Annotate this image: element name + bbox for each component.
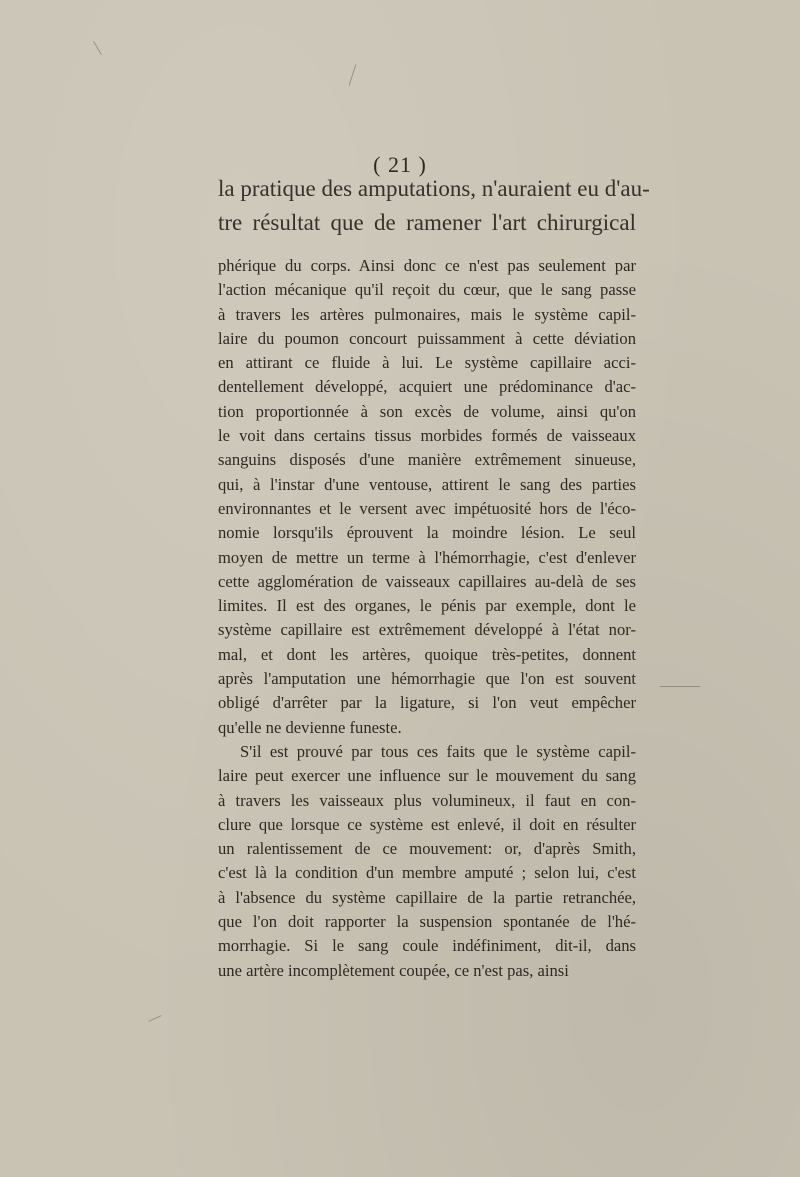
paper-speck [349,64,357,85]
header-line-1: la pratique des amputations, n'auraient eu d'au- [218,176,650,201]
paper-speck [660,686,700,687]
text-line: laire du poumon concourt puissamment à cette déviation [218,328,636,348]
text-line: clure que lorsque ce système est enlevé, il doit en résulter [218,814,636,834]
text-line: qu'elle ne devienne funeste. [218,717,402,737]
text-line: nomie lorsqu'ils éprouvent la moindre lésion. Le seul [218,523,636,543]
text-line: en attirant ce fluide à lui. Le système capillaire acci- [218,353,636,373]
paper-speck [93,41,102,55]
page-number: ( 21 ) [373,152,427,177]
text-line: système capillaire est extrêmement développé à l'état nor- [218,620,636,640]
text-line: tion proportionnée à son excès de volume, ainsi qu'on [218,401,636,421]
text-line: laire peut exercer une influence sur le mouvement du sang [218,766,636,786]
text-line: moyen de mettre un terme à l'hémorrhagie, c'est d'enlever [218,547,636,567]
text-line: c'est là la condition d'un membre amputé ; selon lui, c'est [218,863,636,883]
text-line: l'action mécanique qu'il reçoit du cœur, que le sang passe [218,280,636,300]
text-line: mal, et dont les artères, quoique très-petites, donnent [218,644,636,664]
header-line-2: tre résultat que de ramener l'art chirurgical [218,210,636,235]
body-text [218,254,636,983]
text-line: obligé d'arrêter par la ligature, si l'on veut empêcher [218,693,636,713]
text-line: cette agglomération de vaisseaux capillaires au-delà de ses [218,571,636,591]
text-line: dentellement développé, acquiert une prédominance d'ac- [218,377,636,397]
text-line: à l'absence du système capillaire de la partie retranchée, [218,887,636,907]
text-line: après l'amputation une hémorrhagie que l'on est souvent [218,669,636,689]
text-line: un ralentissement de ce mouvement: or, d'après Smith, [218,839,636,859]
text-line: environnantes et le versent avec impétuosité hors de l'éco- [218,498,636,518]
text-line: une artère incomplètement coupée, ce n'est pas, ainsi [218,960,569,980]
text-line: à travers les vaisseaux plus volumineux, il faut en con- [218,790,636,810]
text-line: à travers les artères pulmonaires, mais le système capil- [218,304,636,324]
text-line: sanguins disposés d'une manière extrêmement sinueuse, [218,450,636,470]
paper-speck [148,1015,161,1022]
text-line: le voit dans certains tissus morbides formés de vaisseaux [218,426,636,446]
text-line: qui, à l'instar d'une ventouse, attirent le sang des parties [218,474,636,494]
text-line: que l'on doit rapporter la suspension spontanée de l'hé- [218,912,636,932]
text-line: S'il est prouvé par tous ces faits que le système capil- [240,741,636,761]
text-line: limites. Il est des organes, le pénis par exemple, dont le [218,596,636,616]
text-line: phérique du corps. Ainsi donc ce n'est pas seulement par [218,256,636,275]
text-line: morrhagie. Si le sang coule indéfiniment, dit-il, dans [218,936,636,956]
